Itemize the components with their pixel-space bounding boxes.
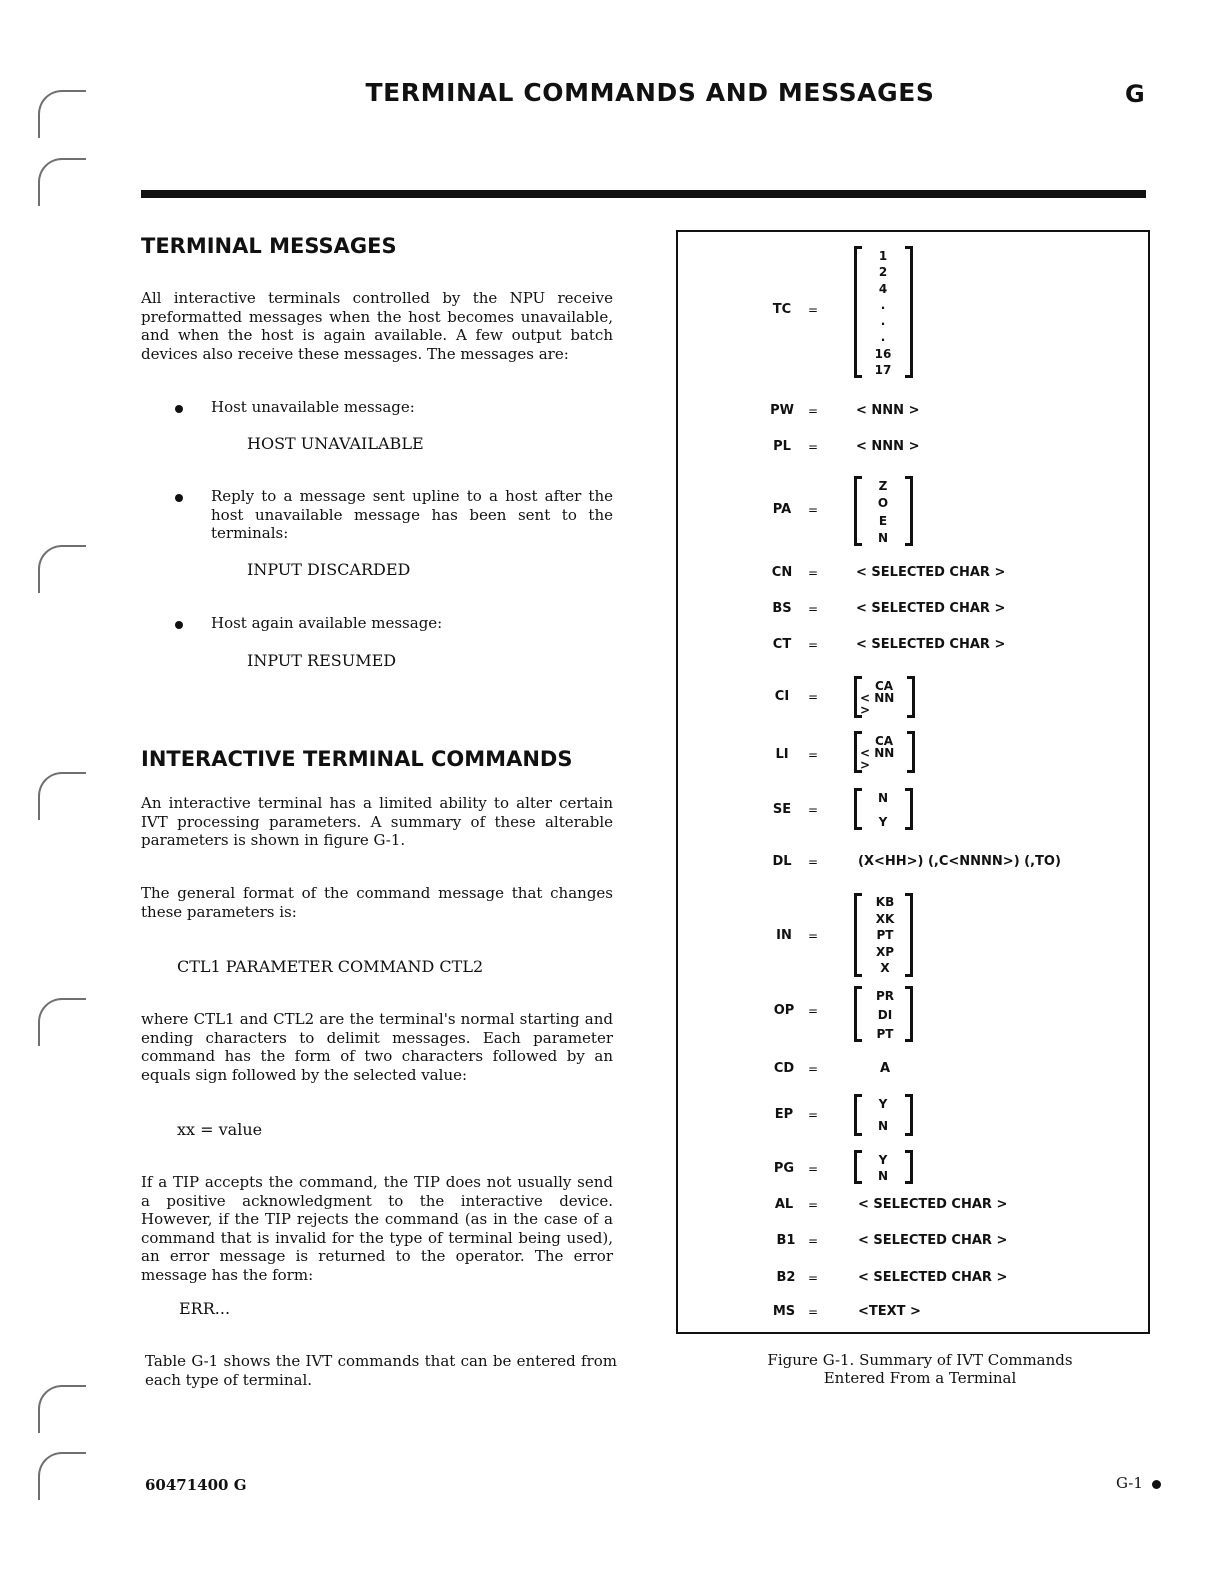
value-ct: < SELECTED CHAR > xyxy=(856,637,1006,652)
param-b2: B2 xyxy=(776,1270,796,1285)
right-bracket xyxy=(905,246,913,378)
message-input-discarded: INPUT DISCARDED xyxy=(247,560,411,579)
binder-hole-mark xyxy=(38,772,86,820)
equals-sign: = xyxy=(807,1305,819,1319)
option: Z xyxy=(878,479,888,493)
param-pl: PL xyxy=(773,439,791,454)
right-bracket xyxy=(907,731,915,773)
equals-sign: = xyxy=(807,440,819,454)
option: XK xyxy=(875,911,895,926)
option: KB xyxy=(875,895,895,909)
bullet-icon xyxy=(175,494,183,502)
option: N xyxy=(877,530,889,545)
param-ms: MS xyxy=(772,1304,796,1319)
section-title-interactive-terminal-commands: INTERACTIVE TERMINAL COMMANDS xyxy=(141,747,573,771)
ci-options xyxy=(860,680,908,716)
left-bracket xyxy=(854,788,862,830)
commands-paragraph-1: An interactive terminal has a limited ability to alter certain IVT processing parameters. A summary of these alterable parameters is shown in figure G-1. xyxy=(141,794,613,849)
option: . xyxy=(880,297,886,312)
error-format-line: ERR... xyxy=(179,1299,231,1318)
option: 1 xyxy=(878,249,888,263)
se-options xyxy=(862,792,904,828)
option: Y xyxy=(878,1097,888,1111)
left-bracket xyxy=(854,893,862,977)
equals-sign: = xyxy=(807,1062,819,1076)
param-tc: TC xyxy=(772,302,792,317)
option: PR xyxy=(875,989,895,1003)
option: N xyxy=(877,1169,889,1183)
message-input-resumed: INPUT RESUMED xyxy=(247,651,397,670)
binder-hole-mark xyxy=(38,545,86,593)
value-bs: < SELECTED CHAR > xyxy=(856,601,1006,616)
param-cn: CN xyxy=(771,565,793,580)
option: < NN > xyxy=(860,691,895,717)
appendix-letter: G xyxy=(1125,80,1145,108)
message-host-unavailable: HOST UNAVAILABLE xyxy=(247,434,424,453)
bullet-text: Host again available message: xyxy=(211,614,443,632)
option: Y xyxy=(878,815,888,829)
option: . xyxy=(880,330,886,345)
left-bracket xyxy=(854,1094,862,1136)
right-bracket xyxy=(905,1150,913,1184)
page-number xyxy=(1116,1474,1161,1492)
param-al: AL xyxy=(774,1197,794,1212)
option: CA xyxy=(874,679,894,693)
binder-hole-mark xyxy=(38,1385,86,1433)
equals-sign: = xyxy=(807,566,819,580)
param-pw: PW xyxy=(770,403,794,418)
left-bracket xyxy=(854,246,862,378)
page-header-title: TERMINAL COMMANDS AND MESSAGES xyxy=(365,78,935,107)
document-number: 60471400 G xyxy=(145,1476,247,1494)
param-cd: CD xyxy=(773,1061,795,1076)
bullet-icon xyxy=(175,405,183,413)
param-li: LI xyxy=(775,747,789,762)
terminal-messages-paragraph: All interactive terminals controlled by the NPU receive preformatted messages when the host becomes unavailable, and when the host is again available. A few output batch devices also receive these messages. The messages are: xyxy=(141,289,613,363)
bullet-icon xyxy=(175,621,183,629)
option: PT xyxy=(876,1027,894,1041)
value-cd: A xyxy=(880,1061,891,1076)
value-b2: < SELECTED CHAR > xyxy=(858,1270,1008,1285)
param-in: IN xyxy=(776,928,792,943)
binder-hole-mark xyxy=(38,158,86,206)
equals-sign: = xyxy=(807,1234,819,1248)
ep-options xyxy=(862,1098,904,1132)
caption-line-2: Entered From a Terminal xyxy=(823,1369,1017,1387)
option: N xyxy=(877,791,889,805)
equals-sign: = xyxy=(807,1198,819,1212)
commands-paragraph-2: The general format of the command message that changes these parameters is: xyxy=(141,884,613,921)
option: CA xyxy=(874,734,894,748)
right-bracket xyxy=(905,1094,913,1136)
equals-sign: = xyxy=(807,1271,819,1285)
commands-paragraph-5: Table G-1 shows the IVT commands that can be entered from each type of terminal. xyxy=(145,1352,617,1389)
li-options xyxy=(860,735,908,771)
param-dl: DL xyxy=(772,854,792,869)
equals-sign: = xyxy=(807,803,819,817)
param-ep: EP xyxy=(774,1107,794,1122)
option: < NN > xyxy=(860,746,895,772)
option: E xyxy=(878,513,888,528)
option: DI xyxy=(877,1008,893,1022)
equals-sign: = xyxy=(807,303,819,317)
left-bracket xyxy=(854,1150,862,1184)
figure-g1-box xyxy=(676,230,1150,1334)
option: 16 xyxy=(874,346,892,361)
page-number-label: G-1 xyxy=(1116,1474,1143,1492)
value-cn: < SELECTED CHAR > xyxy=(856,565,1006,580)
equals-sign: = xyxy=(807,748,819,762)
option: 17 xyxy=(874,362,892,377)
equals-sign: = xyxy=(807,1162,819,1176)
param-ct: CT xyxy=(772,637,792,652)
figure-caption xyxy=(720,1351,1120,1387)
header-rule xyxy=(141,190,1146,198)
param-ci: CI xyxy=(774,689,790,704)
param-b1: B1 xyxy=(776,1233,796,1248)
left-bracket xyxy=(854,986,862,1042)
option: O xyxy=(877,496,889,511)
in-options xyxy=(862,896,908,974)
option: XP xyxy=(875,944,895,959)
value-pl: < NNN > xyxy=(856,439,920,454)
value-al: < SELECTED CHAR > xyxy=(858,1197,1008,1212)
equals-sign: = xyxy=(807,1004,819,1018)
equals-sign: = xyxy=(807,690,819,704)
pa-options xyxy=(862,480,904,544)
option: N xyxy=(877,1119,889,1133)
section-title-terminal-messages: TERMINAL MESSAGES xyxy=(141,234,397,258)
value-dl: (X<HH>) (,C<NNNN>) (,TO) xyxy=(858,854,1061,869)
caption-line-1: Figure G-1. Summary of IVT Commands xyxy=(767,1351,1073,1369)
equals-sign: = xyxy=(807,503,819,517)
equals-sign: = xyxy=(807,929,819,943)
command-value-line: xx = value xyxy=(177,1120,263,1139)
tc-options xyxy=(862,250,904,376)
option: PT xyxy=(876,928,894,942)
option: 2 xyxy=(878,265,888,280)
param-op: OP xyxy=(773,1003,795,1018)
equals-sign: = xyxy=(807,855,819,869)
value-b1: < SELECTED CHAR > xyxy=(858,1233,1008,1248)
binder-hole-mark xyxy=(38,1452,86,1500)
pg-options xyxy=(862,1154,904,1182)
bullet-text: Host unavailable message: xyxy=(211,398,415,416)
equals-sign: = xyxy=(807,404,819,418)
commands-paragraph-4: If a TIP accepts the command, the TIP does not usually send a positive acknowledgment to the interactive device. However, if the TIP rejects the command (as in the case of a command that is invalid for the type of terminal being used), an error message is returned to the operator. The error message has the form: xyxy=(141,1173,613,1284)
equals-sign: = xyxy=(807,602,819,616)
right-bracket xyxy=(907,676,915,718)
option: Y xyxy=(878,1153,888,1167)
param-pa: PA xyxy=(772,502,792,517)
equals-sign: = xyxy=(807,1108,819,1122)
left-bracket xyxy=(854,476,862,546)
binder-hole-mark xyxy=(38,998,86,1046)
option: 4 xyxy=(878,281,888,296)
param-pg: PG xyxy=(773,1161,795,1176)
param-se: SE xyxy=(772,802,792,817)
value-pw: < NNN > xyxy=(856,403,920,418)
page-marker-dot-icon xyxy=(1152,1480,1161,1489)
op-options xyxy=(862,990,908,1040)
option: . xyxy=(880,314,886,329)
right-bracket xyxy=(905,788,913,830)
commands-paragraph-3: where CTL1 and CTL2 are the terminal's normal starting and ending characters to delimit messages. Each parameter command has the form of two characters followed by an equals sign followed by the selected value: xyxy=(141,1010,613,1084)
command-format-line: CTL1 PARAMETER COMMAND CTL2 xyxy=(177,957,484,976)
equals-sign: = xyxy=(807,638,819,652)
right-bracket xyxy=(905,476,913,546)
param-bs: BS xyxy=(772,601,792,616)
option: X xyxy=(880,961,890,975)
value-ms: <TEXT > xyxy=(858,1304,921,1319)
bullet-text: Reply to a message sent upline to a host after the host unavailable message has been sent to the terminals: xyxy=(211,487,613,542)
